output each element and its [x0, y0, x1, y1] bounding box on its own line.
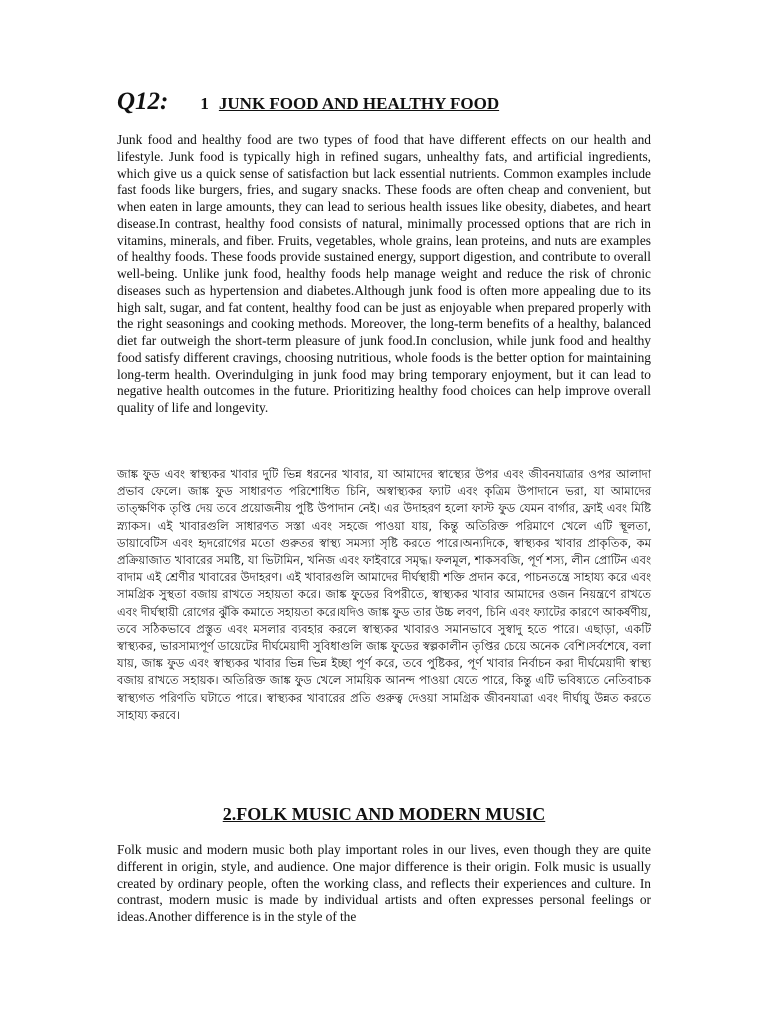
- question-heading: [117, 88, 657, 122]
- section2-title: 2.FOLK MUSIC AND MODERN MUSIC: [222, 804, 546, 824]
- section1-bangla-paragraph: জাঙ্ক ফুড এবং স্বাস্থ্যকর খাবার দুটি ভিন্ন ধরনের খাবার, যা আমাদের স্বাস্থ্যের উপর এবং জীবনযাত্রার ওপর আলাদা প্রভাব ফেলে। জাঙ্ক ফুড সাধারণত পরিশোধিত চিনি, অস্বাস্থ্যকর ফ্যাট এবং কৃত্রিম উপাদানে ভরা, যা আমাদের তাত্ক্ষণিক তৃপ্তি দেয় তবে প্রয়োজনীয় পুষ্টি উপাদান নেই। এর উদাহরণ হলো ফাস্ট ফুড যেমন বার্গার, ফ্রাই এবং মিষ্টি স্ন্যাকস। এই খাবারগুলি সাধারণত সস্তা এবং সহজে পাওয়া যায়, কিন্তু অতিরিক্ত পরিমাণে খেলে এটি স্থূলতা, ডায়াবেটিস এবং হৃদরোগের মতো গুরুতর স্বাস্থ্য সমস্যা সৃষ্টি করতে পারে।অন্যদিকে, স্বাস্থ্যকর খাবার প্রাকৃতিক, কম প্রক্রিয়াজাত খাবারের সমষ্টি, যা ভিটামিন, খনিজ এবং ফাইবারে সমৃদ্ধ। ফলমূল, শাকসবজি, পূর্ণ শস্য, লীন প্রোটিন এবং বাদাম এই শ্রেণীর খাবারের উদাহরণ। এই খাবারগুলি আমাদের দীর্ঘস্থায়ী শক্তি প্রদান করে, পাচনতন্ত্রে সাহায্য করে এবং সামগ্রিক সুস্থতা বজায় রাখতে সহায়তা করে। জাঙ্ক ফুডের বিপরীতে, স্বাস্থ্যকর খাবার আমাদের ওজন নিয়ন্ত্রণে রাখতে এবং দীর্ঘস্থায়ী রোগের ঝুঁকি কমাতে সহায়তা করে।যদিও জাঙ্ক ফুড তার উচ্চ লবণ, চিনি এবং ফ্যাটের কারণে আকর্ষণীয়, তবে সঠিকভাবে প্রস্তুত এবং মসলার ব্যবহার করলে স্বাস্থ্যকর খাবারও সমানভাবে সুস্বাদু হতে পারে। এছাড়া, একটি স্বাস্থ্যকর, ভারসাম্যপূর্ণ ডায়েটের দীর্ঘমেয়াদী সুবিধাগুলি জাঙ্ক ফুডের স্বল্পকালীন তৃপ্তির চেয়ে অনেক বেশি।সর্বশেষে, বলা যায়, জাঙ্ক ফুড এবং স্বাস্থ্যকর খাবার ভিন্ন ভিন্ন ইচ্ছা পূর্ণ করে, তবে পুষ্টিকর, পূর্ণ খাবার নির্বাচন করা দীর্ঘমেয়াদী স্বাস্থ্য বজায় রাখতে সহায়ক। অতিরিক্ত জাঙ্ক ফুড খেলে সাময়িক আনন্দ পাওয়া যেতে পারে, কিন্তু এটি ভবিষ্যতে নেতিবাচক স্বাস্থ্যগত পরিণতি ঘটাতে পারে। স্বাস্থ্যকর খাবারের প্রতি গুরুত্ব দেওয়া সামগ্রিক জীবনযাত্রা এবং দীর্ঘায়ু উন্নত করতে সাহায্য করবে।: [117, 467, 651, 722]
- section1-title: JUNK FOOD AND HEALTHY FOOD: [218, 94, 500, 113]
- section1-english-paragraph: Junk food and healthy food are two types of food that have different effects on our health and lifestyle. Junk food is typically high in refined sugars, unhealthy fats, and artificial ingredients, which give us a quick sense of satisfaction but lack essential nutrients. Common examples include fast foods like burgers, fries, and sugary snacks. These foods are often cheap and convenient, but when eaten in large amounts, they can lead to serious health issues like obesity, diabetes, and heart disease.In contrast, healthy food consists of natural, minimally processed options that are rich in vitamins, minerals, and fiber. Fruits, vegetables, whole grains, lean proteins, and nuts are examples of healthy foods. These foods provide sustained energy, support digestion, and contribute to overall well-being. Unlike junk food, healthy foods help manage weight and reduce the risk of chronic diseases such as hypertension and diabetes.Although junk food is often more appealing due to its high salt, sugar, and fat content, healthy food can be just as enjoyable when prepared properly with the right seasonings and cooking methods. Moreover, the long-term benefits of a healthy, balanced diet far outweigh the short-term pleasure of junk food.In conclusion, while junk food and healthy food satisfy different cravings, choosing nutritious, whole foods is the better option for maintaining long-term health. Overindulging in junk food may bring temporary enjoyment, but it can lead to negative health outcomes in the future. Prioritizing healthy food choices can help improve overall quality of life and longevity.: [117, 132, 651, 415]
- section1-number: 1: [200, 94, 209, 113]
- section2-english-paragraph: Folk music and modern music both play important roles in our lives, even though they are quite different in origin, style, and audience. One major difference is their origin. Folk music is usually created by ordinary people, often the working class, and reflects their experiences and culture. In contrast, modern music is made by individual artists and often expresses personal feelings or ideas.Another difference is in the style of the: [117, 842, 651, 924]
- question-label: Q12:: [117, 88, 169, 115]
